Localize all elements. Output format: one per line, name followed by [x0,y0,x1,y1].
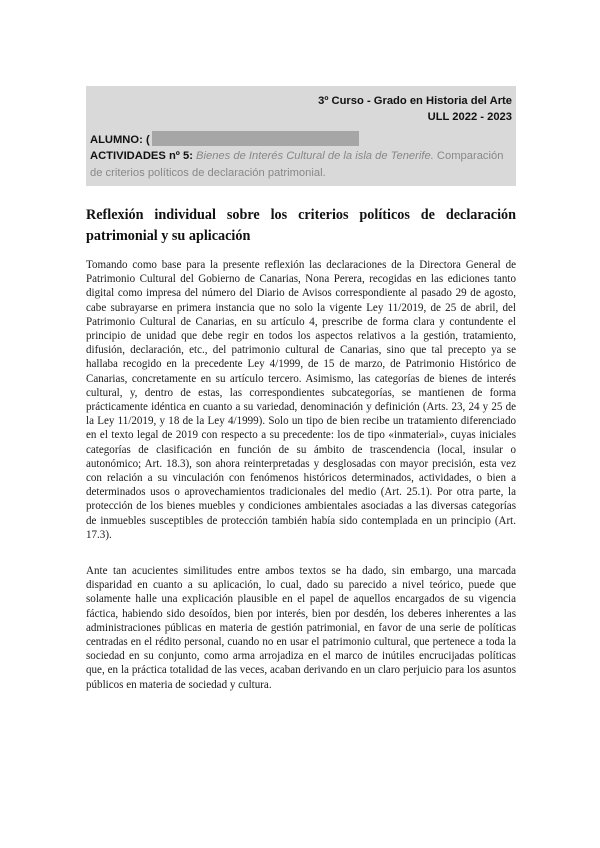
document-header [86,86,516,186]
activities-detail: Comparación de criterios políticos de declaración patrimonial. [90,150,504,179]
academic-year: ULL 2022 - 2023 [427,111,512,123]
student-label: ALUMNO: [90,134,143,146]
student-row [90,131,359,148]
course-title: 3º Curso - Grado en Historia del Arte [318,95,512,107]
activities-description [90,148,514,182]
body-paragraph-2: Ante tan acucientes similitudes entre ambos textos se ha dado, sin embargo, una marcada disparidad en cuanto a su aplicación, lo cual, dado su parecido a nivel teórico, puede que solamente halle una explicación plausible en el papel de aquellos encargados de su vigencia fáctica, habiendo sido desoídos, bien por interés, bien por desdén, los deberes inherentes a las administraciones públicas en materia de gestión patrimonial, en favor de una serie de políticas centradas en el rédito personal, cuando no en usar el patrimonio cultural, que pertenece a toda la sociedad en su conjunto, como arma arrojadiza en el marco de inútiles encrucijadas políticas que, en la práctica totalidad de las veces, acaban derivando en un claro perjuicio para los asuntos públicos en materia de sociedad y cultura. [86,565,516,691]
essay-title: Reflexión individual sobre los criterios políticos de declaración patrimonial y su aplicación [86,207,516,244]
redacted-student-name [152,131,359,146]
body-paragraph-1: Tomando como base para la presente reflexión las declaraciones de la Directora General de Patrimonio Cultural del Gobierno de Canarias, Nona Perera, recogidas en las ediciones tanto digital como impresa del número del Diario de Avisos correspondiente al pasado 29 de agosto, cabe subrayarse en primera instancia que no solo la vigente Ley 11/2019, de 25 de abril, del Patrimonio Cultural de Canarias, en su artículo 4, prescribe de forma clara y contundente el principio de unidad que debe regir en todos los aspectos relativos a la gestión, tratamiento, difusión, declaración, etc., del patrimonio cultural de Canarias, sino que tal precepto ya se hallaba recogido en la precedente Ley 4/1999, de 15 de marzo, de Patrimonio Histórico de Canarias, concretamente en su artículo tercero. Asimismo, las categorías de bienes de interés cultural, y, dentro de estas, las correspondientes subcategorías, se mantienen de forma prácticamente idéntica en cuanto a su variedad, denominación y definición (Arts. 23, 24 y 25 de la Ley 11/2019, y 18 de la Ley 4/1999). Solo un tipo de bien recibe un tratamiento diferenciado en el texto legal de 2019 con respecto a su precedente: los de tipo «inmaterial», cuyas iniciales categorías de clasificación en función de su ámbito de trascendencia (local, insular o autonómico; Art. 18.3), son ahora reinterpretadas y desglosadas con mayor precisión, esta vez con relación a su vinculación con fenómenos históricos determinados, actividades, o bien a determinados usos o aprovechamientos tradicionales del medio (Art. 25.1). Por otra parte, la protección de los bienes muebles y condiciones ambientales asociadas a las diversas categorías de inmuebles susceptibles de protección también había sido contemplada en un principio (Art. 17.3). [86,259,516,541]
activities-subject: Bienes de Interés Cultural de la isla de Tenerife. [196,150,434,162]
activities-label: ACTIVIDADES nº 5: [90,150,193,162]
student-initial: ( [145,134,150,146]
